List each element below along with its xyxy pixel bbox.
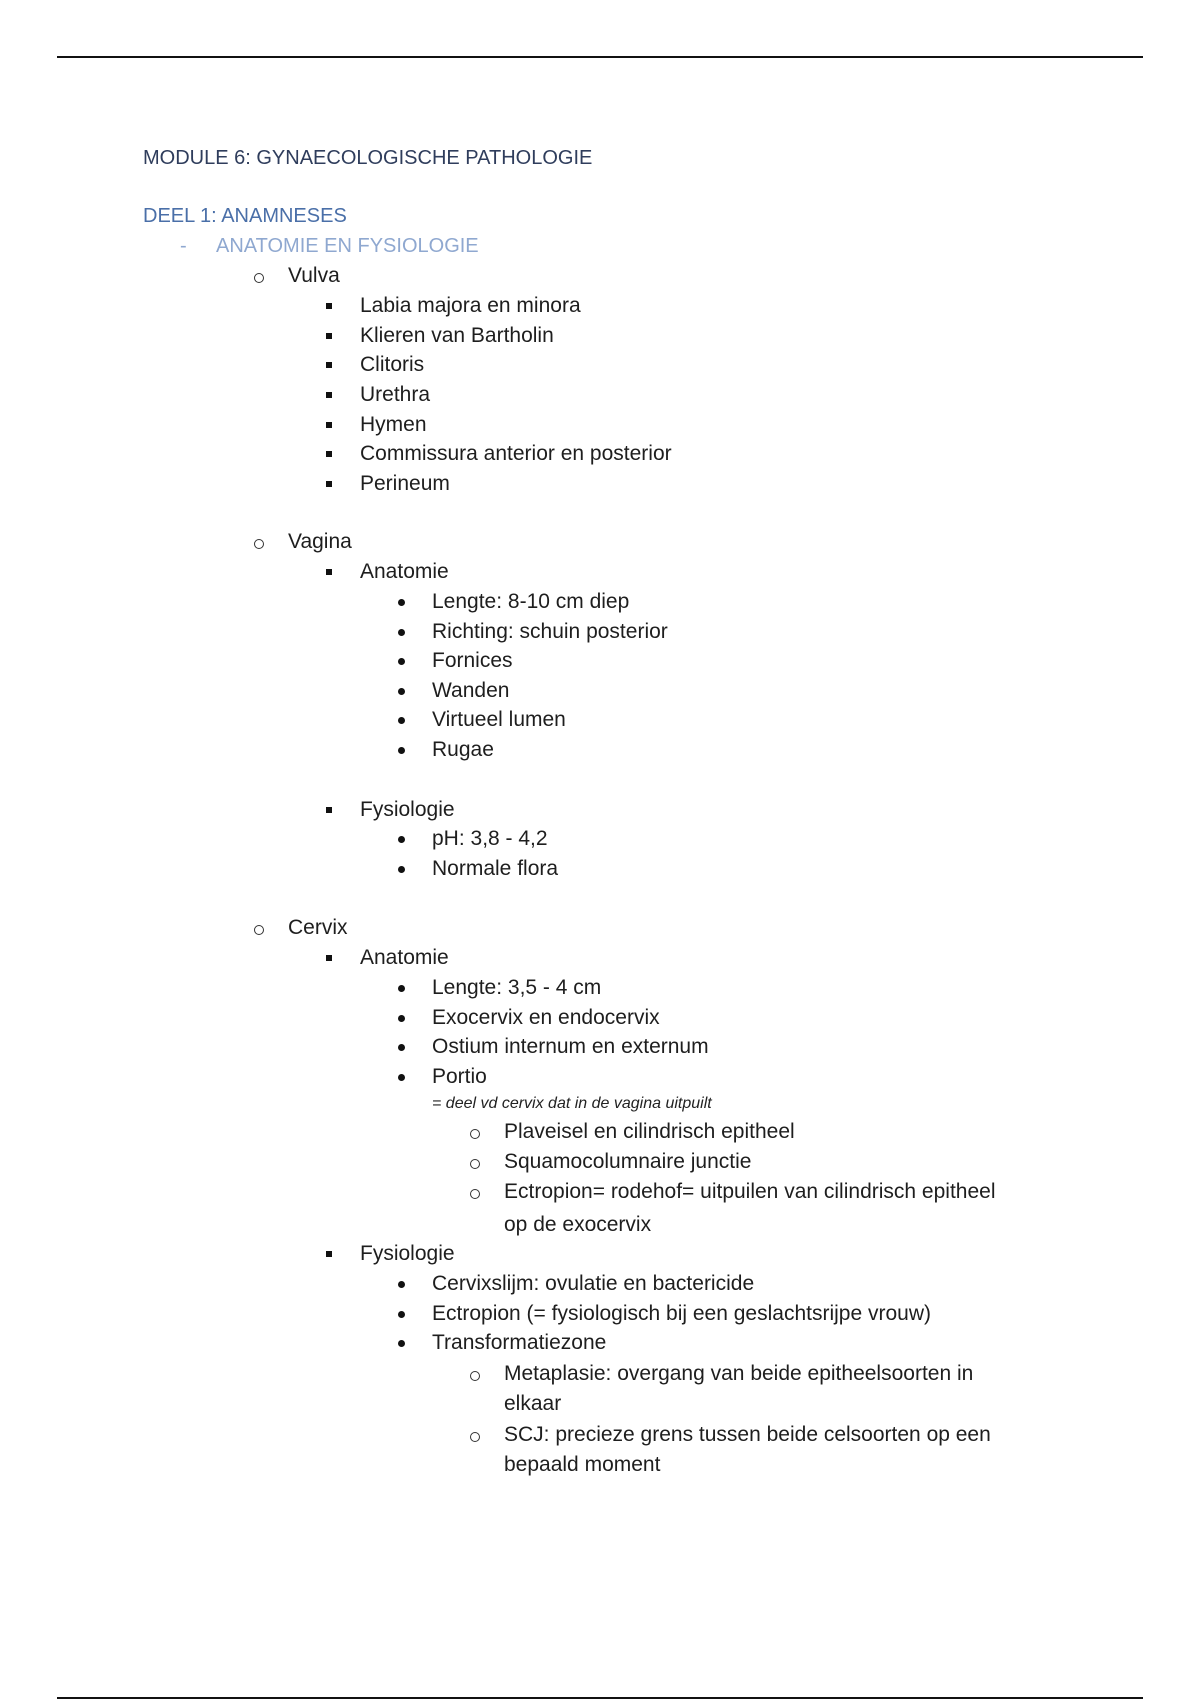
- circle-bullet-icon: [470, 1432, 480, 1442]
- disc-bullet-icon: [398, 658, 405, 665]
- square-bullet-icon: [326, 392, 332, 398]
- square-bullet-icon: [326, 955, 332, 961]
- disc-bullet-icon: [398, 836, 405, 843]
- disc-bullet-icon: [398, 1340, 405, 1347]
- list-item-label: Anatomie: [360, 946, 449, 969]
- circle-bullet-icon: [470, 1189, 480, 1199]
- disc-bullet-icon: [398, 866, 405, 873]
- list-item-label: Vagina: [288, 530, 352, 553]
- disc-bullet-icon: [398, 688, 405, 695]
- square-bullet-icon: [326, 1251, 332, 1257]
- list-item-label: Ostium internum en externum: [432, 1035, 709, 1058]
- square-bullet-icon: [326, 333, 332, 339]
- list-item-continuation: bepaald moment: [504, 1453, 661, 1476]
- list-item-label: Urethra: [360, 383, 431, 406]
- list-item-label: Rugae: [432, 738, 494, 761]
- list-item-label: Fysiologie: [360, 1242, 455, 1265]
- list-item-label: Perineum: [360, 472, 450, 495]
- list-item-label: Klieren van Bartholin: [360, 324, 554, 347]
- disc-bullet-icon: [398, 985, 405, 992]
- circle-bullet-icon: [254, 539, 264, 549]
- header-rule: [57, 56, 1143, 58]
- circle-bullet-icon: [254, 273, 264, 283]
- disc-bullet-icon: [398, 1015, 405, 1022]
- list-item-label: Exocervix en endocervix: [432, 1006, 660, 1029]
- disc-bullet-icon: [398, 1311, 405, 1318]
- list-item-label: Hymen: [360, 413, 427, 436]
- list-item-label: Metaplasie: overgang van beide epitheelsoorten in: [504, 1362, 974, 1385]
- disc-bullet-icon: [398, 717, 405, 724]
- list-item-label: pH: 3,8 - 4,2: [432, 827, 548, 850]
- list-item-label: Vulva: [288, 264, 340, 287]
- list-item-label: Transformatiezone: [432, 1331, 607, 1354]
- square-bullet-icon: [326, 807, 332, 813]
- list-item-continuation: elkaar: [504, 1392, 562, 1415]
- circle-bullet-icon: [470, 1129, 480, 1139]
- section-title: DEEL 1: ANAMNESES: [143, 205, 347, 227]
- list-item-label: Labia majora en minora: [360, 294, 581, 317]
- list-item-label: Commissura anterior en posterior: [360, 442, 672, 465]
- list-item-label: Virtueel lumen: [432, 708, 566, 731]
- list-item-label: Ectropion= rodehof= uitpuilen van cilindrisch epitheel: [504, 1180, 996, 1203]
- disc-bullet-icon: [398, 629, 405, 636]
- footer-rule: [57, 1697, 1143, 1699]
- list-item-label: Normale flora: [432, 857, 559, 880]
- list-item-label: Ectropion (= fysiologisch bij een geslachtsrijpe vrouw): [432, 1302, 931, 1325]
- list-item-continuation: op de exocervix: [504, 1213, 652, 1236]
- circle-bullet-icon: [470, 1159, 480, 1169]
- disc-bullet-icon: [398, 1074, 405, 1081]
- disc-bullet-icon: [398, 1044, 405, 1051]
- list-item-label: Cervixslijm: ovulatie en bactericide: [432, 1272, 755, 1295]
- list-item-label: Anatomie: [360, 560, 449, 583]
- list-item-label: SCJ: precieze grens tussen beide celsoorten op een: [504, 1423, 991, 1446]
- circle-bullet-icon: [470, 1371, 480, 1381]
- circle-bullet-icon: [254, 925, 264, 935]
- list-item-label: Lengte: 8-10 cm diep: [432, 590, 630, 613]
- list-item-label: Fornices: [432, 649, 513, 672]
- portio-note: = deel vd cervix dat in de vagina uitpuilt: [432, 1095, 712, 1112]
- disc-bullet-icon: [398, 1281, 405, 1288]
- disc-bullet-icon: [398, 747, 405, 754]
- list-item-label: Fysiologie: [360, 798, 455, 821]
- list-item-label: Squamocolumnaire junctie: [504, 1150, 752, 1173]
- list-item-label: Richting: schuin posterior: [432, 620, 668, 643]
- square-bullet-icon: [326, 362, 332, 368]
- module-title: MODULE 6: GYNAECOLOGISCHE PATHOLOGIE: [143, 147, 593, 169]
- list-item-label: Cervix: [288, 916, 348, 939]
- square-bullet-icon: [326, 303, 332, 309]
- disc-bullet-icon: [398, 599, 405, 606]
- list-item-label: Clitoris: [360, 353, 425, 376]
- square-bullet-icon: [326, 451, 332, 457]
- list-item-label: Lengte: 3,5 - 4 cm: [432, 976, 602, 999]
- square-bullet-icon: [326, 422, 332, 428]
- list-item-label: Wanden: [432, 679, 510, 702]
- subsection-title: ANATOMIE EN FYSIOLOGIE: [216, 235, 479, 257]
- dash-marker: -: [180, 235, 187, 257]
- list-item-label: Portio: [432, 1065, 487, 1088]
- list-item-label: Plaveisel en cilindrisch epitheel: [504, 1120, 795, 1143]
- square-bullet-icon: [326, 569, 332, 575]
- square-bullet-icon: [326, 481, 332, 487]
